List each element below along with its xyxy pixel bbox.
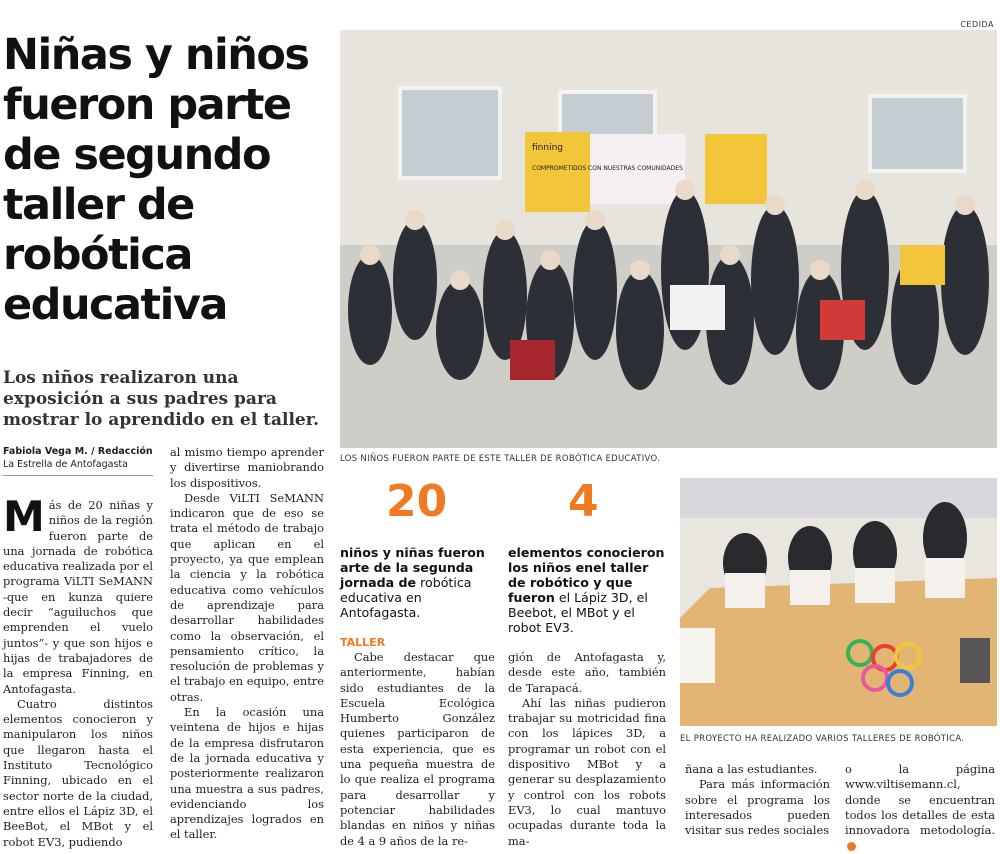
article-column-3 <box>340 650 495 849</box>
paragraph: Ahí las niñas pudieron trabajar su motricidad fina con los lápices 3D, a programar un robot con el dispositivo MBot y a generar su desplazamiento y control con los robots EV3, lo cual mantuvo ocupadas durante toda la ma- <box>508 695 666 848</box>
paragraph <box>845 762 995 854</box>
byline-author: Fabiola Vega M. / Redacción <box>3 446 153 457</box>
paragraph: ñana a las estudiantes. <box>685 762 818 776</box>
paragraph: Cabe destacar que anteriormente, habían sido estudiantes de la Escuela Ecológica Humberto González quienes participaron de esta experiencia, que es una pequeña muestra de lo que realiza el programa para desarrollar y potenciar habilidades blandas en niños y niñas de 4 a 9 años de la re- <box>340 650 495 848</box>
photo-caption: EL PROYECTO HA REALIZADO VARIOS TALLERES DE ROBÓTICA. <box>680 734 965 744</box>
stat-description <box>508 545 670 635</box>
stat-number: 4 <box>568 476 599 527</box>
paragraph: Desde ViLTI SeMANN indicaron que de eso se trata el método de trabajo que aplican en el proyecto, ya que emplean la ciencia y la robótica educativa como vehículos de aprendizaje para desarrollar habilidades como la observación, el pensamiento crítico, la resolución de problemas y el trabajo en equipo, entre otras. <box>170 490 324 704</box>
article-column-6 <box>845 762 995 854</box>
byline-outlet: La Estrella de Antofagasta <box>3 459 128 470</box>
stat-rest: el Lápiz 3D, el Beebot, el MBot y el robot EV3. <box>508 590 648 635</box>
paragraph: al mismo tiempo aprender y divertirse maniobrando los dispositivos. <box>170 445 324 490</box>
end-mark-icon <box>847 842 856 851</box>
paragraph: Cuatro distintos elementos conocieron y manipularon los niños que llegaron hasta el Instituto Tecnológico Finning, ubicado en el sector norte de la ciudad, entre ellos el Lápiz 3D, el BeeBot, el MBot y el robot EV3, pudiendo <box>3 696 153 849</box>
paragraph: En la ocasión una veintena de hijos e hijas de la empresa disfrutaron de la jornada educativa y posteriormente realizaron una muestra a sus padres, evidenciando los aprendizajes logrados en el taller. <box>170 705 324 842</box>
group-photo-illustration <box>340 30 997 448</box>
article-column-5 <box>685 762 830 838</box>
banner-brand: finning <box>532 143 563 153</box>
article-column-2 <box>170 445 324 843</box>
stat-number: 20 <box>386 476 448 527</box>
article-column-4 <box>508 650 666 849</box>
workshop-photo-illustration <box>680 478 997 726</box>
byline-rule <box>3 475 153 476</box>
group-photo <box>340 30 997 448</box>
paragraph: gión de Antofagasta y, desde este año, también de Tarapacá. <box>508 650 666 695</box>
photo-caption: LOS NIÑOS FUERON PARTE DE ESTE TALLER DE ROBÓTICA EDUCATIVO. <box>340 454 661 464</box>
paragraph: ás de 20 niñas y niños de la región fueron parte de una jornada de robótica educativa realizada por el programa ViLTI SeMANN -que en kunza quiere decir “aguiluchos que emprenden el vuelo juntos”- y que son hijos e hijas de trabajadores de la empresa Finning, en Antofagasta. <box>3 498 153 696</box>
headline: Niñas y niños fueron parte de segundo taller de robótica educativa <box>3 30 309 330</box>
stat-bold: elementos conocieron los niños enel taller de robótico y que fueron <box>508 545 665 605</box>
paragraph: Para más información sobre el programa los interesados pueden visitar sus redes sociales <box>685 777 830 838</box>
workshop-photo <box>680 478 997 726</box>
photo-credit: CEDIDA <box>960 20 994 29</box>
drop-cap: M <box>3 492 45 541</box>
byline <box>3 445 153 476</box>
banner-slogan: COMPROMETIDOS CON NUESTRAS COMUNIDADES <box>532 165 683 172</box>
article-column-1 <box>3 492 153 850</box>
stat-rest: robótica educativa en Antofagasta. <box>340 575 472 620</box>
closing-text: o la página www.viltisemann.cl, donde se encuentran todos los detalles de esta innovadora metodología. <box>845 762 995 838</box>
stat-bold: niños y niñas fueron arte de la segunda jornada de <box>340 545 485 590</box>
deck: Los niños realizaron una exposición a sus padres para mostrar lo aprendido en el taller. <box>3 368 320 430</box>
section-label: TALLER <box>340 636 386 649</box>
stat-description <box>340 545 500 620</box>
